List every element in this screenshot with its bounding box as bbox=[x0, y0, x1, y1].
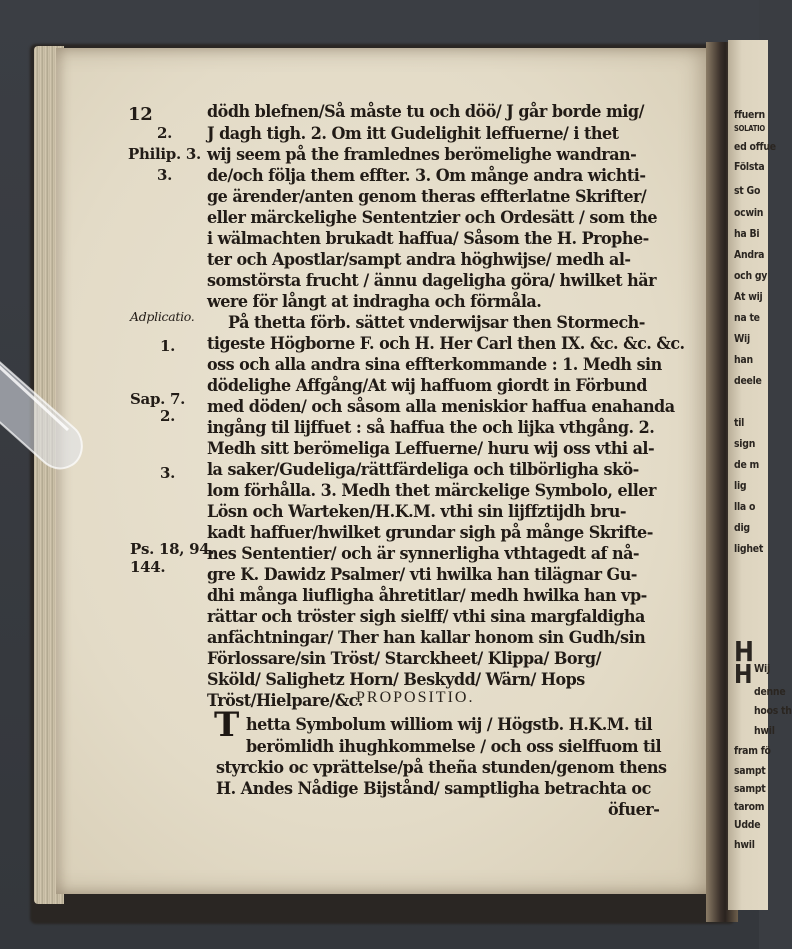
text-line: hetta Symbolum williom wij / Högstb. H.K.M. til bbox=[246, 715, 653, 735]
text-line: med döden/ och såsom alla meniskior haffua enahanda bbox=[207, 397, 675, 417]
text-line: På thetta förb. sättet vnderwijsar then Stormech- bbox=[228, 313, 645, 333]
text-line: Lösn och Warteken/H.K.M. vthi sin lijffztijdh bru- bbox=[207, 502, 627, 522]
margin-note: Philip. 3. bbox=[128, 145, 201, 163]
facing-text: deele bbox=[734, 374, 762, 387]
facing-text: hwil bbox=[754, 724, 775, 737]
text-line: were för långt at indragha och förmåla. bbox=[207, 292, 542, 312]
text-line: wij seem på the framlednes berömelighe wandran- bbox=[207, 145, 637, 165]
text-line: gre K. Dawidz Psalmer/ vti hwilka han tilägnar Gu- bbox=[207, 565, 637, 585]
text-line: Medh sitt berömeliga Leffuerne/ huru wij oss vthi al- bbox=[207, 439, 655, 459]
margin-note: 3. bbox=[157, 166, 173, 184]
text-line: dhi många liufligha åhretitlar/ medh hwilka han vp- bbox=[207, 586, 647, 606]
facing-text: na te bbox=[734, 311, 760, 324]
text-line: Sköld/ Salighetz Horn/ Beskydd/ Wärn/ Hops bbox=[207, 670, 585, 690]
text-line: ge ärender/anten genom theras effterlatne Skrifter/ bbox=[207, 187, 647, 207]
facing-text: st Go bbox=[734, 184, 761, 197]
facing-text: SOLATIO bbox=[734, 124, 765, 133]
facing-text: Fölsta bbox=[734, 160, 765, 173]
text-line: dödelighe Affgång/At wij haffuom giordt in Förbund bbox=[207, 376, 647, 396]
margin-note: 1. bbox=[160, 337, 176, 355]
text-line: anfächtningar/ Ther han kallar honom sin Gudh/sin bbox=[207, 628, 646, 648]
facing-text: Udde bbox=[734, 818, 761, 831]
margin-note: 144. bbox=[130, 558, 166, 576]
facing-text: Wij bbox=[734, 332, 750, 345]
text-line: ter och Apostlar/sampt andra höghwijse/ medh al- bbox=[207, 250, 631, 270]
text-line: somstörsta frucht / ännu dageligha göra/ hwilket här bbox=[207, 271, 657, 291]
facing-text: til bbox=[734, 416, 745, 429]
facing-text: och gy bbox=[734, 269, 768, 282]
facing-text: sign bbox=[734, 437, 756, 450]
drop-cap: T bbox=[214, 705, 240, 745]
facing-text: lig bbox=[734, 479, 747, 492]
margin-note: 3. bbox=[160, 464, 176, 482]
facing-text: sampt bbox=[734, 764, 766, 777]
margin-note: Ps. 18, 94. bbox=[130, 540, 215, 558]
text-line: berömlidh ihughkommelse / och oss sielffuom til bbox=[246, 737, 662, 757]
text-line: styrckio oc vprättelse/på theña stunden/genom thens bbox=[216, 758, 667, 778]
facing-text: Andra bbox=[734, 248, 765, 261]
facing-text: dig bbox=[734, 521, 750, 534]
facing-text: ocwin bbox=[734, 206, 764, 219]
text-line: kadt haffuer/hwilket grundar sigh på månge Skrifte- bbox=[207, 523, 653, 543]
plastic-page-clip bbox=[0, 330, 106, 480]
text-line: Förlossare/sin Tröst/ Starckheet/ Klippa/ Borg/ bbox=[207, 649, 601, 669]
text-line: J dagh tigh. 2. Om itt Gudelighit leffuerne/ i thet bbox=[207, 124, 619, 144]
facing-text: H bbox=[734, 660, 753, 690]
facing-text: sampt bbox=[734, 782, 766, 795]
facing-text: ffuern bbox=[734, 108, 765, 121]
facing-text: ha Bi bbox=[734, 227, 760, 240]
text-line: rättar och tröster sigh sielff/ vthi sina margfaldigha bbox=[207, 607, 645, 627]
text-line: nes Sententier/ och är synnerligha vthtagedt af nå- bbox=[207, 544, 640, 564]
margin-note: 2. bbox=[160, 407, 176, 425]
facing-text: lighet bbox=[734, 542, 764, 555]
text-line: lom förhålla. 3. Medh thet märckelige Symbolo, eller bbox=[207, 481, 656, 501]
text-line: H. Andes Nådige Bijstånd/ samptligha betrachta oc bbox=[216, 779, 651, 799]
facing-text: denne bbox=[754, 685, 786, 698]
page-number: 12 bbox=[128, 104, 153, 125]
text-line: la saker/Gudeliga/rättfärdeliga och tilbörligha skö- bbox=[207, 460, 639, 480]
text-line: dödh blefnen/Så måste tu och döö/ J går borde mig/ bbox=[207, 102, 644, 122]
text-line: ingång til lijffuet : så haffua the och lijka vthgång. 2. bbox=[207, 418, 655, 438]
section-heading: PROPOSITIO. bbox=[356, 689, 475, 706]
facing-text: tarom bbox=[734, 800, 765, 813]
margin-note: Sap. 7. bbox=[130, 390, 186, 408]
right-page-fragment bbox=[728, 40, 792, 910]
text-line: oss och alla andra sina effterkommande : 1. Medh sin bbox=[207, 355, 662, 375]
facing-text: hwil bbox=[734, 838, 755, 851]
text-line: Tröst/Hielpare/&c. bbox=[207, 691, 363, 711]
facing-text: han bbox=[734, 353, 753, 366]
facing-text: hoos th bbox=[754, 704, 792, 717]
facing-text: Wij bbox=[754, 662, 770, 675]
text-line: tigeste Högborne F. och H. Her Carl then IX. &c. &c. &c. bbox=[207, 334, 685, 354]
facing-text: de m bbox=[734, 458, 760, 471]
text-line: de/och följa them effter. 3. Om månge andra wichti- bbox=[207, 166, 646, 186]
text-line: i wälmachten brukadt haffua/ Såsom the H. Prophe- bbox=[207, 229, 649, 249]
margin-note: Adplicatio. bbox=[130, 309, 195, 324]
facing-text: ed offue bbox=[734, 140, 776, 153]
catchword: öfuer- bbox=[608, 800, 660, 820]
facing-text: H bbox=[734, 635, 754, 668]
facing-text: fram fö bbox=[734, 744, 771, 757]
facing-text: lla o bbox=[734, 500, 756, 513]
margin-note: 2. bbox=[157, 124, 173, 142]
text-line: eller märckelighe Sententzier och Ordesätt / som the bbox=[207, 208, 658, 228]
facing-text: At wij bbox=[734, 290, 763, 303]
